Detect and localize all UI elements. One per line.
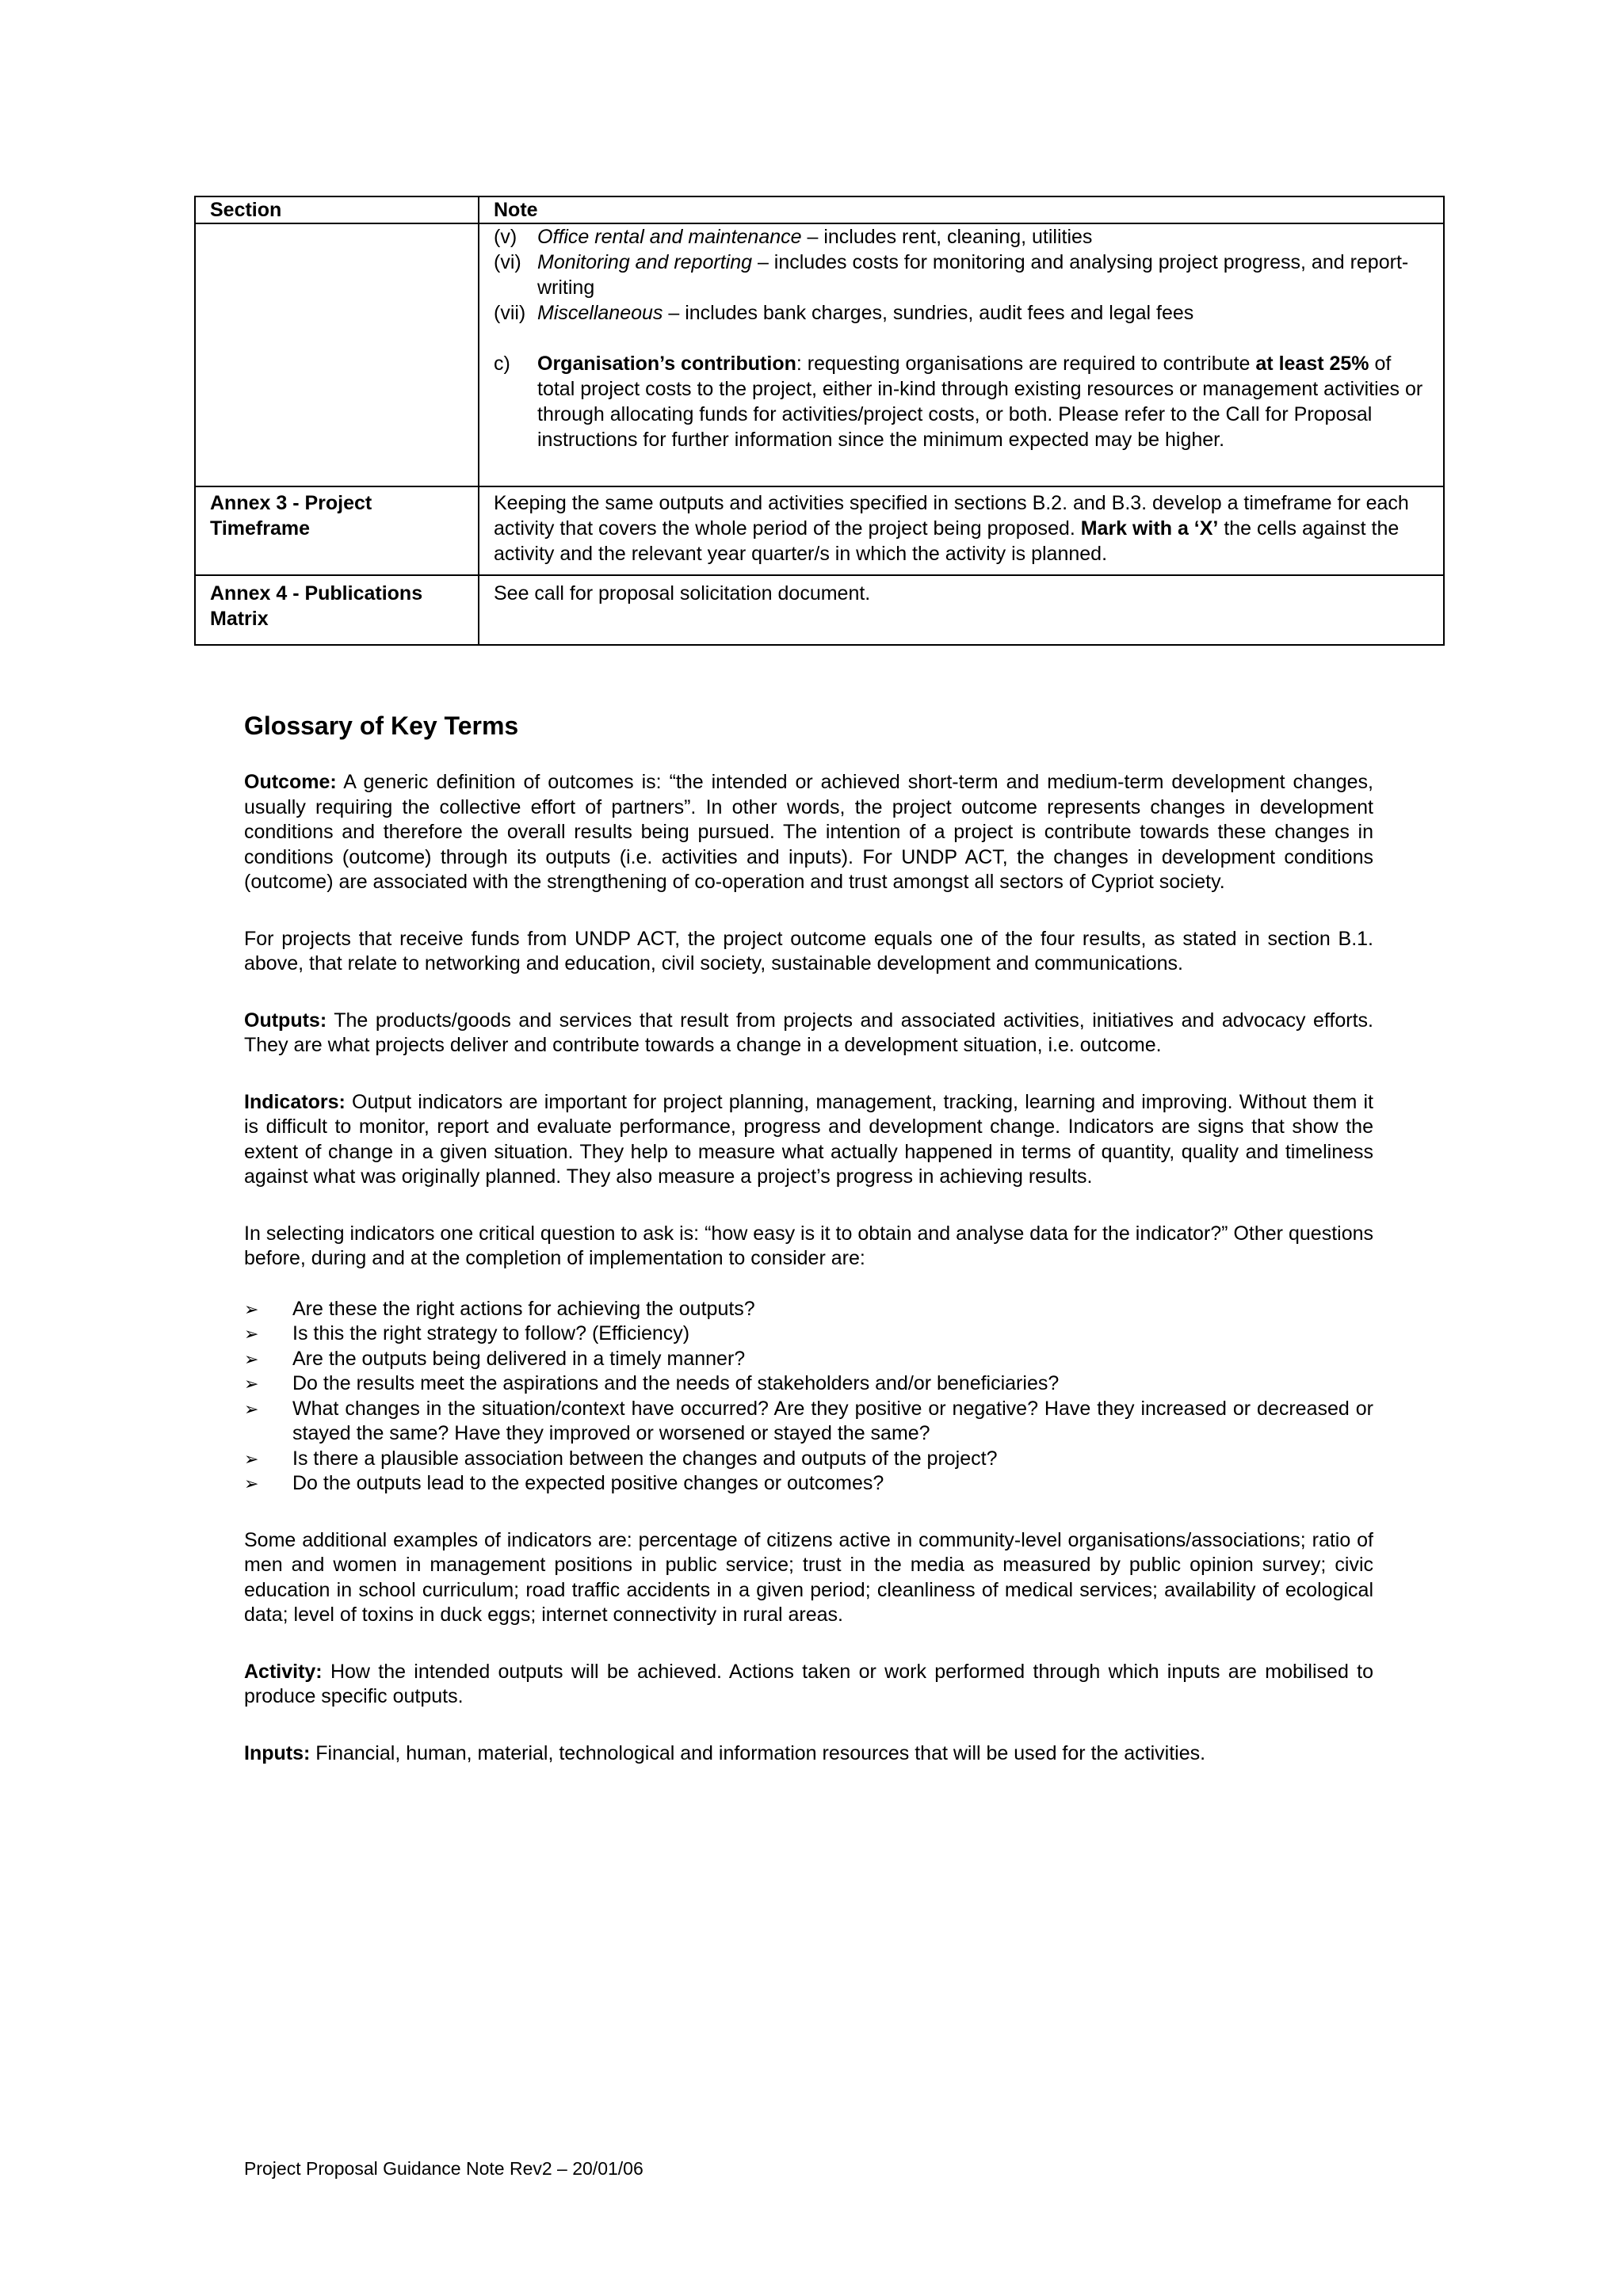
activity-definition: Activity: How the intended outputs will be achieved. Actions taken or work performed through which inputs are mobilised to produce specific outputs. bbox=[244, 1660, 1373, 1707]
list-item: ➢ Are the outputs being delivered in a timely manner? bbox=[244, 1347, 1373, 1372]
header-note: Note bbox=[479, 196, 1444, 223]
outputs-definition: Outputs: The products/goods and services that result from projects and associated activities, initiatives and advocacy efforts. They are what projects deliver and contribute towards a change in a development situation, i.e. outcome. bbox=[244, 1009, 1373, 1056]
organisation-contribution: c) Organisation’s contribution: requesting organisations are required to contribute at least 25% of total project costs to the project, either in-kind through existing resources or management activities or through allocating funds for activities/project costs, or both. Please refer to the Call for Proposal instructions for further information since the minimum expected may be higher. bbox=[494, 353, 1423, 451]
page-footer: Project Proposal Guidance Note Rev2 – 20/01/06 bbox=[244, 2158, 643, 2179]
glossary-section bbox=[244, 710, 1373, 1798]
inputs-definition: Inputs: Financial, human, material, technological and information resources that will be used for the activities. bbox=[244, 1741, 1206, 1764]
list-item: ➢ Do the outputs lead to the expected positive changes or outcomes? bbox=[244, 1471, 1373, 1497]
annex4-section: Annex 4 - Publications Matrix bbox=[195, 575, 479, 645]
arrow-bullet-icon: ➢ bbox=[244, 1474, 259, 1493]
annex4-note: See call for proposal solicitation document. bbox=[479, 575, 1444, 645]
list-item: ➢ Do the results meet the aspirations and the needs of stakeholders and/or beneficiaries? bbox=[244, 1371, 1373, 1397]
list-item: ➢ What changes in the situation/context have occurred? Are they positive or negative? Have they increased or decreased or stayed the same? Have they improved or worsened or stayed the same? bbox=[244, 1397, 1373, 1447]
budget-item-v: (v) Office rental and maintenance – includes rent, cleaning, utilities bbox=[494, 226, 1093, 248]
budget-note-cell bbox=[479, 223, 1444, 486]
outcome-projects-paragraph: For projects that receive funds from UNDP ACT, the project outcome equals one of the four results, as stated in section B.1. above, that relate to networking and education, civil society, sustainable development and communications. bbox=[244, 927, 1373, 974]
indicator-questions-list bbox=[244, 1297, 1373, 1497]
indicator-examples-paragraph: Some additional examples of indicators are: percentage of citizens active in community-level organisations/associations; ratio of men and women in management positions in public service; trust in the media as measured by public opinion survey; civic education in school curriculum; road traffic accidents in a given period; cleanliness of medical services; availability of ecological data; level of toxins in duck eggs; internet connectivity in rural areas. bbox=[244, 1528, 1373, 1626]
arrow-bullet-icon: ➢ bbox=[244, 1348, 259, 1369]
budget-item-vi: (vi) Monitoring and reporting – includes costs for monitoring and analysing project progress, and report-writing bbox=[494, 251, 1409, 299]
header-section: Section bbox=[195, 196, 479, 223]
list-item: ➢ Is there a plausible association between the changes and outputs of the project? bbox=[244, 1447, 1373, 1472]
budget-section-cell bbox=[195, 223, 479, 486]
budget-item-vii: (vii) Miscellaneous – includes bank charges, sundries, audit fees and legal fees bbox=[494, 302, 1194, 324]
annex3-section: Annex 3 - Project Timeframe bbox=[195, 486, 479, 575]
guidance-table bbox=[194, 196, 1445, 646]
table-row-annex3 bbox=[195, 486, 1444, 575]
glossary-title: Glossary of Key Terms bbox=[244, 711, 519, 740]
outcome-definition: Outcome: A generic definition of outcomes is: “the intended or achieved short-term and medium-term development changes, usually requiring the collective effort of partners”. In other words, the project outcome represents changes in development conditions and therefore the overall results being pursued. The intention of a project is contribute towards these changes in conditions (outcome) through its outputs (i.e. activities and inputs). For UNDP ACT, the changes in development conditions (outcome) are associated with the strengthening of co-operation and trust amongst all sectors of Cypriot society. bbox=[244, 771, 1373, 893]
arrow-bullet-icon: ➢ bbox=[244, 1324, 259, 1344]
list-item: ➢ Is this the right strategy to follow? (Efficiency) bbox=[244, 1322, 1373, 1347]
table-header-row bbox=[195, 196, 1444, 223]
table-row-budget bbox=[195, 223, 1444, 486]
list-item: ➢ Are these the right actions for achieving the outputs? bbox=[244, 1297, 1373, 1322]
table-row-annex4 bbox=[195, 575, 1444, 645]
indicators-definition: Indicators: Output indicators are important for project planning, management, tracking, learning and improving. Without them it is difficult to monitor, report and evaluate performance, progress and development change. Indicators are signs that show the extent of change in a given situation. They help to measure what actually happened in terms of quantity, quality and timeliness against what was originally planned. They also measure a project’s progress in achieving results. bbox=[244, 1090, 1373, 1188]
arrow-bullet-icon: ➢ bbox=[244, 1448, 259, 1469]
arrow-bullet-icon: ➢ bbox=[244, 1299, 259, 1319]
arrow-bullet-icon: ➢ bbox=[244, 1374, 259, 1394]
annex3-note: Keeping the same outputs and activities specified in sections B.2. and B.3. develop a timeframe for each activity that covers the whole period of the project being proposed. Mark with a ‘X’ the cells against the activity and the relevant year quarter/s in which the activity is planned. bbox=[479, 486, 1444, 575]
arrow-bullet-icon: ➢ bbox=[244, 1398, 259, 1419]
selecting-indicators-paragraph: In selecting indicators one critical question to ask is: “how easy is it to obtain and analyse data for the indicator?” Other questions before, during and at the completion of implementation to consider are: bbox=[244, 1222, 1373, 1269]
